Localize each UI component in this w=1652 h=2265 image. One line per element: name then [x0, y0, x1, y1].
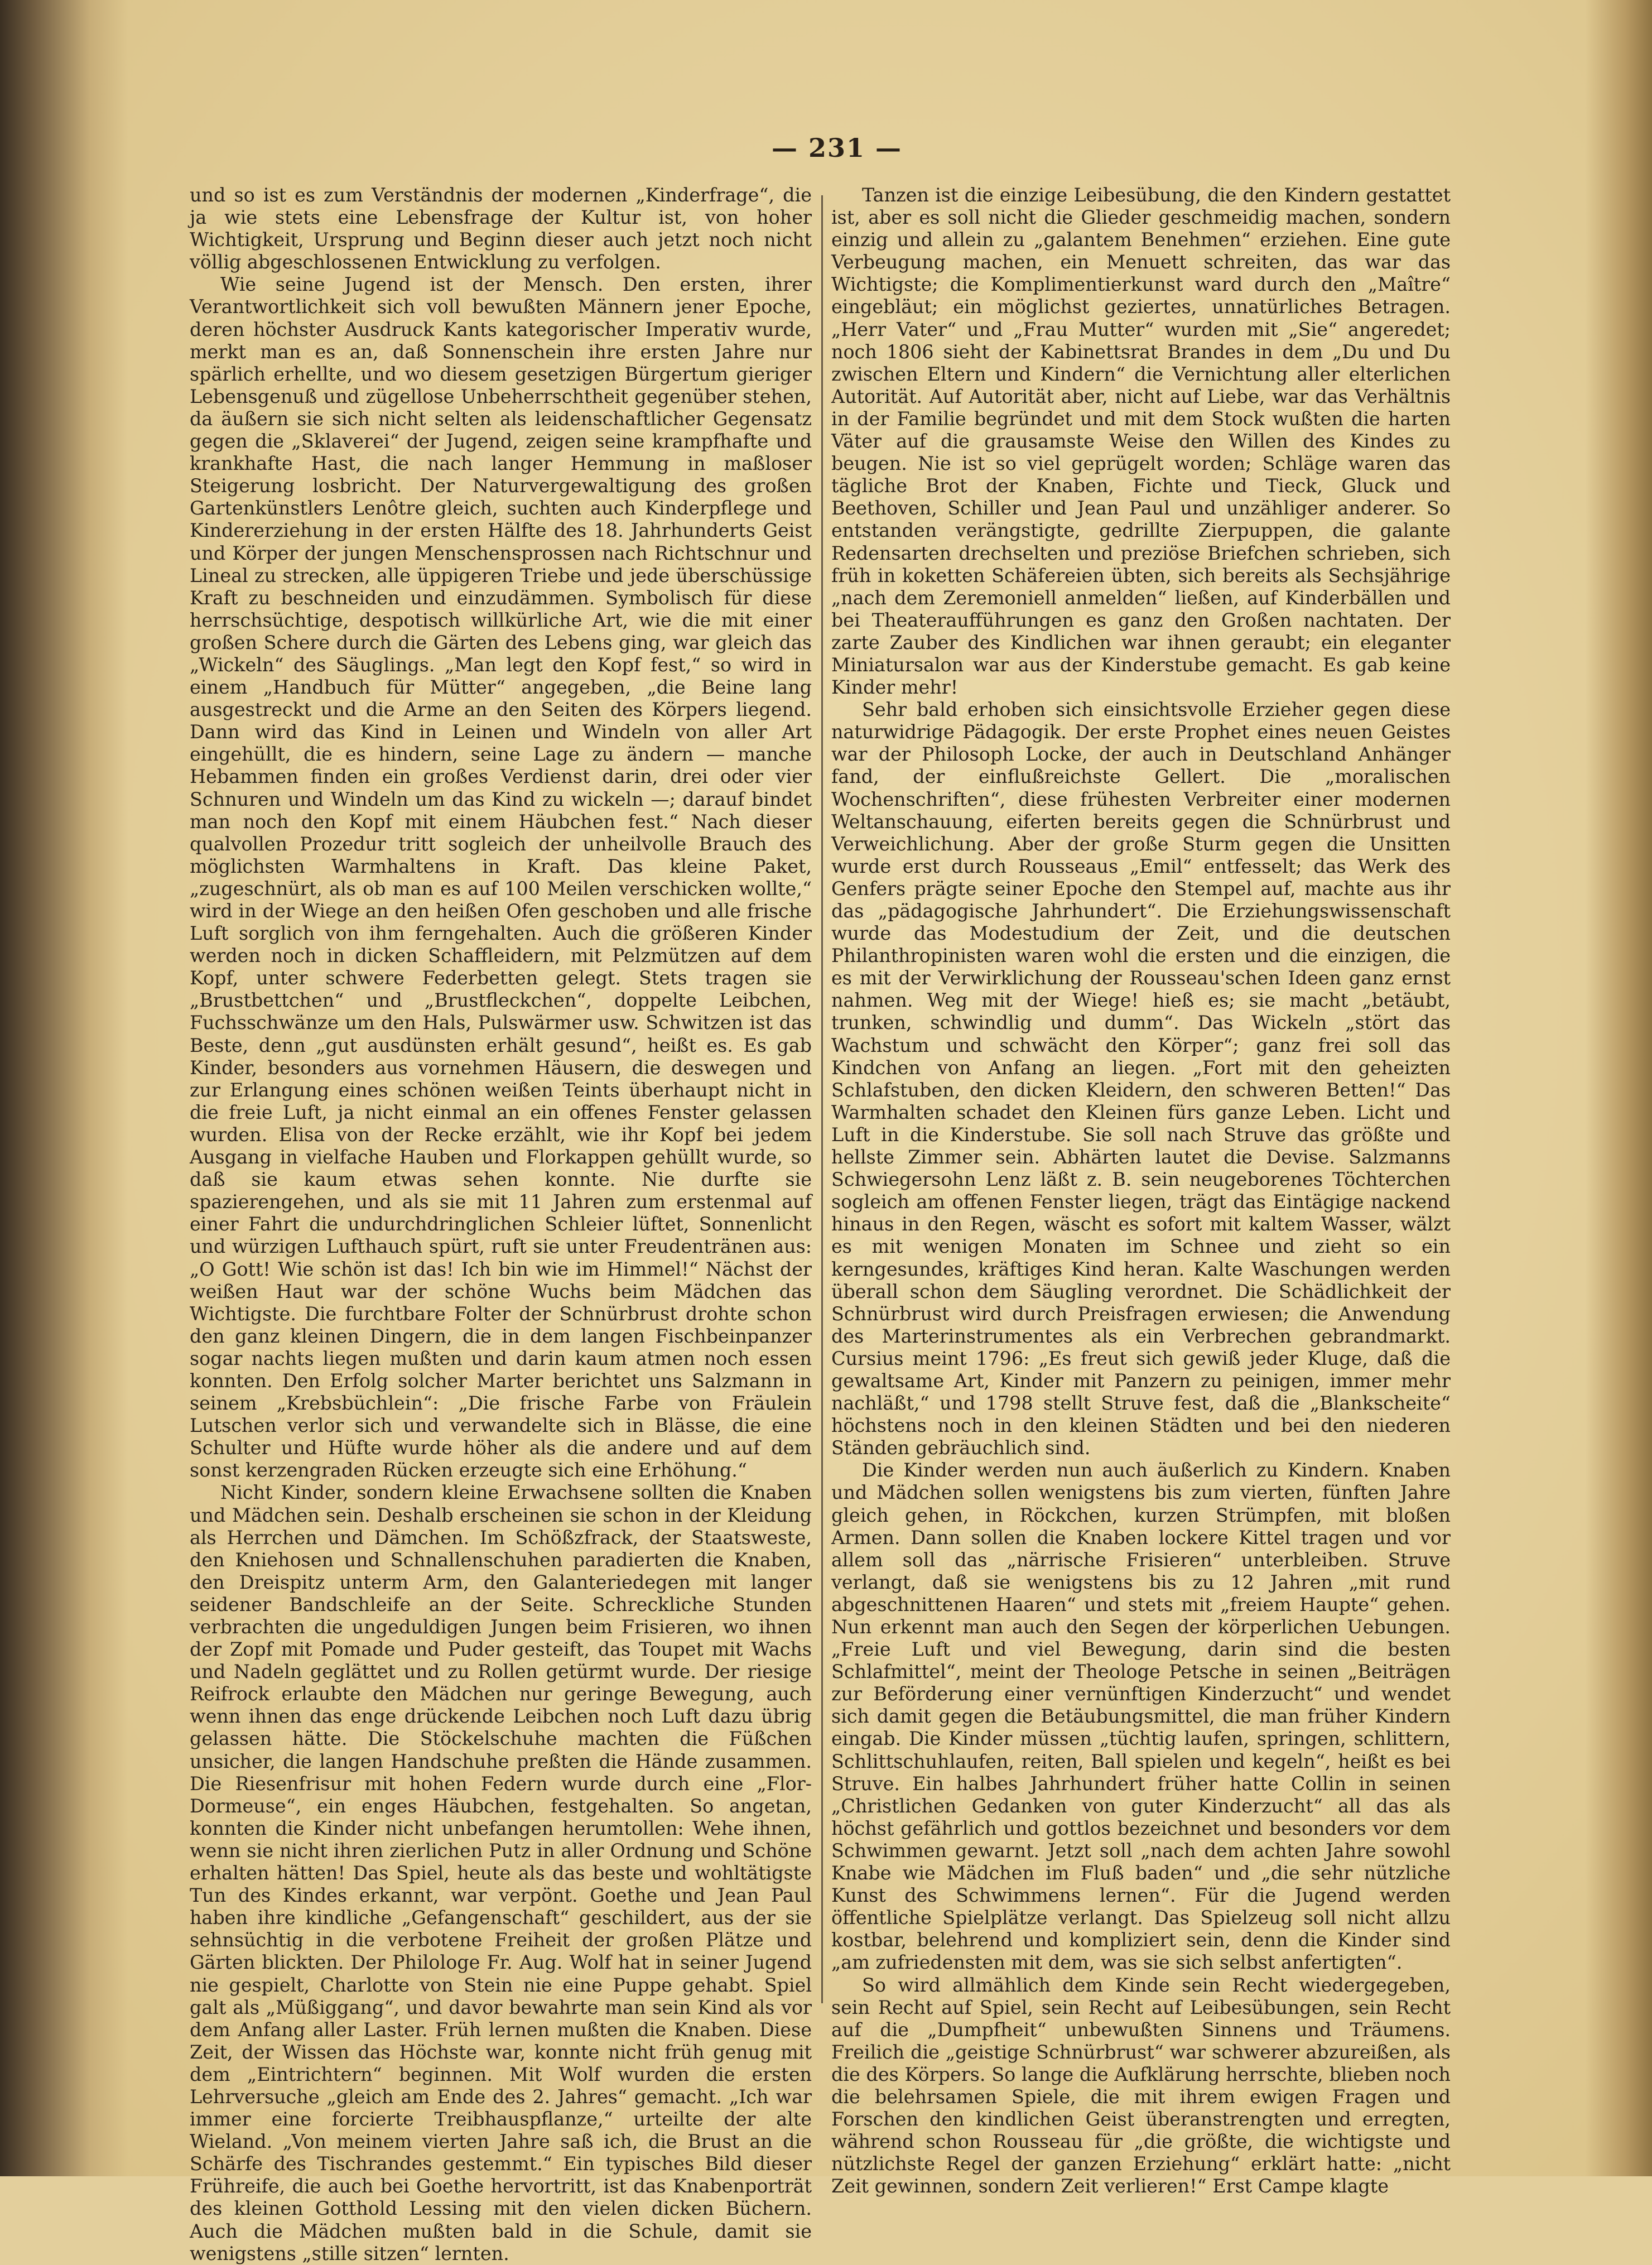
paragraph: Tanzen ist die einzige Leibesübung, die den Kindern gestattet ist, aber es soll nicht die Glieder geschmeidig machen, sondern einzig und allein zu „galantem Benehmen“ erziehen. Eine gute Verbeugung machen, ein Menuett schreiten, das war das Wichtigste; die Komplimentierkunst ward durch den „Maître“ eingebläut; ein möglichst geziertes, unnatürliches Betragen. „Herr Vater“ und „Frau Mutter“ wurden mit „Sie“ angeredet; noch 1806 sieht der Kabinettsrat Brandes in dem „Du und Du zwischen Eltern und Kindern“ die Vernichtung aller elterlichen Autorität. Auf Autorität aber, nicht auf Liebe, war das Verhältnis in der Familie begründet und mit dem Stock wußten die harten Väter auf die grausamste Weise den Willen des Kindes zu beugen. Nie ist so viel geprügelt worden; Schläge waren das tägliche Brot der Knaben, Fichte und Tieck, Gluck und Beethoven, Schiller und Jean Paul und unzähliger anderer. So entstanden verängstigte, gedrillte Zierpuppen, die galante Redensarten drechselten und preziöse Briefchen schrieben, sich früh in koketten Schäfereien übten, sich bereits als Sechsjährige „nach dem Zeremoniell anmelden“ ließen, auf Kinderbällen und bei Theateraufführungen es ganz den Großen nachtaten. Der zarte Zauber des Kindlichen war ihnen geraubt; ein eleganter Miniatursalon war aus der Kinderstube gemacht. Es gab keine Kinder mehr! [831, 184, 1451, 699]
paragraph: Nicht Kinder, sondern kleine Erwachsene sollten die Knaben und Mädchen sein. Deshalb erscheinen sie schon in der Kleidung als Herrchen und Dämchen. Im Schößzfrack, der Staatsweste, den Kniehosen und Schnallenschuhen paradierten die Knaben, den Dreispitz unterm Arm, den Galanteriedegen mit langer seidener Bandschleife an der Seite. Schreckliche Stunden verbrachten die ungeduldigen Jungen beim Frisieren, wo ihnen der Zopf mit Pomade und Puder gesteift, das Toupet mit Wachs und Nadeln geglättet und zu Rollen getürmt wurde. Der riesige Reifrock erlaubte den Mädchen nur geringe Bewegung, auch wenn ihnen das enge drückende Leibchen noch Luft dazu übrig gelassen hätte. Die Stöckelschuhe machten die Füßchen unsicher, die langen Handschuhe preßten die Hände zusammen. Die Riesenfrisur mit hohen Federn wurde durch eine „Flor-Dormeuse“, ein enges Häubchen, festgehalten. So angetan, konnten die Kinder nicht unbefangen herumtollen: Wehe ihnen, wenn sie nicht ihren zierlichen Putz in aller Ordnung und Schöne erhalten hätten! Das Spiel, heute als das beste und wohltätigste Tun des Kindes erkannt, war verpönt. Goethe und Jean Paul haben ihre kindliche „Gefangenschaft“ geschildert, aus der sie sehnsüchtig in die verbotene Freiheit der großen Plätze und Gärten blickten. Der Philologe Fr. Aug. Wolf hat in seiner Jugend nie gespielt, Charlotte von Stein nie eine Puppe gehabt. Spiel galt als „Müßiggang“, und davor bewahrte man sein Kind als vor dem Anfang aller Laster. Früh lernen mußten die Knaben. Diese Zeit, der Wissen das Höchste war, konnte nicht früh genug mit dem „Eintrichtern“ beginnen. Mit Wolf wurden die ersten Lehrversuche „gleich am Ende des 2. Jahres“ gemacht. „Ich war immer eine forcierte Treibhauspflanze,“ urteilte der alte Wieland. „Von meinem vierten Jahre saß ich, die Brust an die Schärfe des Tischrandes gestemmt.“ Ein typisches Bild dieser Frühreife, die auch bei Goethe hervortritt, ist das Knabenporträt des kleinen Gotthold Lessing mit den vielen dicken Büchern. Auch die Mädchen mußten bald in die Schule, damit sie wenigstens „stille sitzen“ lernten. [190, 1482, 812, 2264]
paragraph: und so ist es zum Verständnis der modernen „Kinderfrage“, die ja wie stets eine Lebensfrage der Kultur ist, von hoher Wichtigkeit, Ursprung und Beginn dieser auch jetzt noch nicht völlig abgeschlossenen Entwicklung zu verfolgen. [190, 184, 812, 273]
left-column [190, 184, 812, 2264]
page-number-header: — 231 — [771, 133, 903, 163]
paragraph: Die Kinder werden nun auch äußerlich zu Kindern. Knaben und Mädchen sollen wenigstens bis zum vierten, fünften Jahre gleich gehen, in Röckchen, kurzen Strümpfen, mit bloßen Armen. Dann sollen die Knaben lockere Kittel tragen und vor allem soll das „närrische Frisieren“ unterbleiben. Struve verlangt, daß sie wenigstens bis zu 12 Jahren „mit rund abgeschnittenen Haaren“ und stets mit „freiem Haupte“ gehen. Nun erkennt man auch den Segen der körperlichen Uebungen. „Freie Luft und viel Bewegung, darin sind die besten Schlafmittel“, meint der Theologe Petsche in seinen „Beiträgen zur Beförderung einer vernünftigen Kinderzucht“ und wendet sich damit gegen die Betäubungsmittel, die man früher Kindern eingab. Die Kinder müssen „tüchtig laufen, springen, schlittern, Schlittschuhlaufen, reiten, Ball spielen und kegeln“, heißt es bei Struve. Ein halbes Jahrhundert früher hatte Collin in seinen „Christlichen Gedanken von guter Kinderzucht“ all das als höchst gefährlich und gottlos bezeichnet und besonders vor dem Schwimmen gewarnt. Jetzt soll „nach dem achten Jahre sowohl Knabe wie Mädchen im Fluß baden“ und „die sehr nützliche Kunst des Schwimmens lernen“. Für die Jugend werden öffentliche Spielplätze verlangt. Das Spielzeug soll nicht allzu kostbar, belehrend und kompliziert sein, denn die Kinder sind „am zufriedensten mit dem, was sie sich selbst anfertigten“. [831, 1459, 1451, 1974]
paragraph: Sehr bald erhoben sich einsichtsvolle Erzieher gegen diese naturwidrige Pädagogik. Der erste Prophet eines neuen Geistes war der Philosoph Locke, der auch in Deutschland Anhänger fand, der einflußreichste Gellert. Die „moralischen Wochenschriften“, diese frühesten Verbreiter einer modernen Weltanschauung, eiferten bereits gegen die Schnürbrust und Verweichlichung. Aber der große Sturm gegen die Unsitten wurde erst durch Rousseaus „Emil“ entfesselt; das Werk des Genfers prägte seiner Epoche den Stempel auf, machte aus ihr das „pädagogische Jahrhundert“. Die Erziehungswissenschaft wurde das Modestudium der Zeit, und die deutschen Philanthropinisten waren wohl die ersten und die einzigen, die es mit der Verwirklichung der Rousseau'schen Ideen ganz ernst nahmen. Weg mit der Wiege! hieß es; sie macht „betäubt, trunken, schwindlig und dumm“. Das Wickeln „stört das Wachstum und schwächt den Körper“; ganz frei soll das Kindchen von Anfang an liegen. „Fort mit den geheizten Schlafstuben, den dicken Kleidern, den schweren Betten!“ Das Warmhalten schadet den Kleinen fürs ganze Leben. Licht und Luft in die Kinderstube. Sie soll nach Struve das größte und hellste Zimmer sein. Abhärten lautet die Devise. Salzmanns Schwiegersohn Lenz läßt z. B. sein neugeborenes Töchterchen sogleich am offenen Fenster liegen, trägt das Eintägige nackend hinaus in den Regen, wäscht es sofort mit kaltem Wasser, wälzt es mit wenigen Monaten im Schnee und zieht so ein kerngesundes, kräftiges Kind heran. Kalte Waschungen werden überall schon dem Säugling verordnet. Die Schädlichkeit der Schnürbrust wird durch Preisfragen erwiesen; die Anwendung des Marterinstrumentes als ein Verbrechen gebrandmarkt. Cursius meint 1796: „Es freut sich gewiß jeder Kluge, daß die gewaltsame Art, Kinder mit Panzern zu peinigen, immer mehr nachläßt,“ und 1798 stellt Struve fest, daß die „Blankscheite“ höchstens noch in den kleinen Städten und bei den niederen Ständen gebräuchlich sind. [831, 699, 1451, 1459]
right-column [831, 184, 1451, 2197]
paragraph: So wird allmählich dem Kinde sein Recht wiedergegeben, sein Recht auf Spiel, sein Recht auf Leibesübungen, sein Recht auf die „Dumpfheit“ unbewußten Sinnens und Träumens. Freilich die „geistige Schnürbrust“ war schwerer abzureißen, als die des Körpers. So lange die Aufklärung herrschte, blieben noch die belehrsamen Spiele, die mit ihrem ewigen Fragen und Forschen den kindlichen Geist überanstrengten und erregten, während schon Rousseau für „die größte, die wichtigste und nützlichste Regel der ganzen Erziehung“ erklärt hatte: „nicht Zeit gewinnen, sondern Zeit verlieren!“ Erst Campe klagte [831, 1974, 1451, 2197]
paragraph: Wie seine Jugend ist der Mensch. Den ersten, ihrer Verantwortlichkeit sich voll bewußten Männern jener Epoche, deren höchster Ausdruck Kants kategorischer Imperativ wurde, merkt man es an, daß Sonnenschein ihre ersten Jahre nur spärlich erhellte, und wo diesem gesetzigen Bürgertum gieriger Lebensgenuß und zügellose Unbeherrschtheit gegenüber stehen, da äußern sie sich nicht selten als leidenschaftlicher Gegensatz gegen die „Sklaverei“ der Jugend, zeigen seine krampfhafte und krankhafte Hast, die nach langer Hemmung in maßloser Steigerung losbricht. Der Naturvergewaltigung des großen Gartenkünstlers Lenôtre gleich, suchten auch Kinderpflege und Kindererziehung in der ersten Hälfte des 18. Jahrhunderts Geist und Körper der jungen Menschensprossen nach Richtschnur und Lineal zu strecken, alle üppigeren Triebe und jede überschüssige Kraft zu beschneiden und einzudämmen. Symbolisch für diese herrschsüchtige, despotisch willkürliche Art, wie die mit einer großen Schere durch die Gärten des Lebens ging, war gleich das „Wickeln“ des Säuglings. „Man legt den Kopf fest,“ so wird in einem „Handbuch für Mütter“ angegeben, „die Beine lang ausgestreckt und die Arme an den Seiten des Körpers liegend. Dann wird das Kind in Leinen und Windeln von aller Art eingehüllt, die es hindern, seine Lage zu ändern — manche Hebammen finden ein großes Verdienst darin, drei oder vier Schnuren und Windeln um das Kind zu wickeln —; darauf bindet man noch den Kopf mit einem Häubchen fest.“ Nach dieser qualvollen Prozedur tritt sogleich der unheilvolle Brauch des möglichsten Warmhaltens in Kraft. Das kleine Paket, „zugeschnürt, als ob man es auf 100 Meilen verschicken wollte,“ wird in der Wiege an den heißen Ofen geschoben und alle frische Luft sorglich von ihm ferngehalten. Auch die größeren Kinder werden noch in dicken Schaffleidern, mit Pelzmützen auf dem Kopf, unter schwere Federbetten gelegt. Stets tragen sie „Brustbettchen“ und „Brustfleckchen“, doppelte Leibchen, Fuchsschwänze um den Hals, Pulswärmer usw. Schwitzen ist das Beste, denn „gut ausdünsten erhält gesund“, heißt es. Es gab Kinder, besonders aus vornehmen Häusern, die deswegen und zur Erlangung eines schönen weißen Teints überhaupt nicht in die freie Luft, ja nicht einmal an ein offenes Fenster gelassen wurden. Elisa von der Recke erzählt, wie ihr Kopf bei jedem Ausgang in vielfache Hauben und Florkappen gehüllt wurde, so daß sie kaum etwas sehen konnte. Nie durfte sie spazierengehen, und als sie mit 11 Jahren zum erstenmal auf einer Fahrt die undurchdringlichen Schleier lüftet, Sonnenlicht und würzigen Lufthauch spürt, ruft sie unter Freudentränen aus: „O Gott! Wie schön ist das! Ich bin wie im Himmel!“ Nächst der weißen Haut war der schöne Wuchs beim Mädchen das Wichtigste. Die furchtbare Folter der Schnürbrust drohte schon den ganz kleinen Dingern, die in dem langen Fischbeinpanzer sogar nachts liegen mußten und darin kaum atmen noch essen konnten. Den Erfolg solcher Marter berichtet uns Salzmann in seinem „Krebsbüchlein“: „Die frische Farbe von Fräulein Lutschen verlor sich und verwandelte sich in Blässe, die eine Schulter und Hüfte wurde höher als die andere und auf dem sonst kerzengraden Rücken erzeugte sich eine Erhöhung.“ [190, 273, 812, 1482]
book-gutter-shadow [0, 0, 128, 2176]
page-edge-shadow [1585, 0, 1652, 2176]
column-divider [821, 195, 823, 2003]
